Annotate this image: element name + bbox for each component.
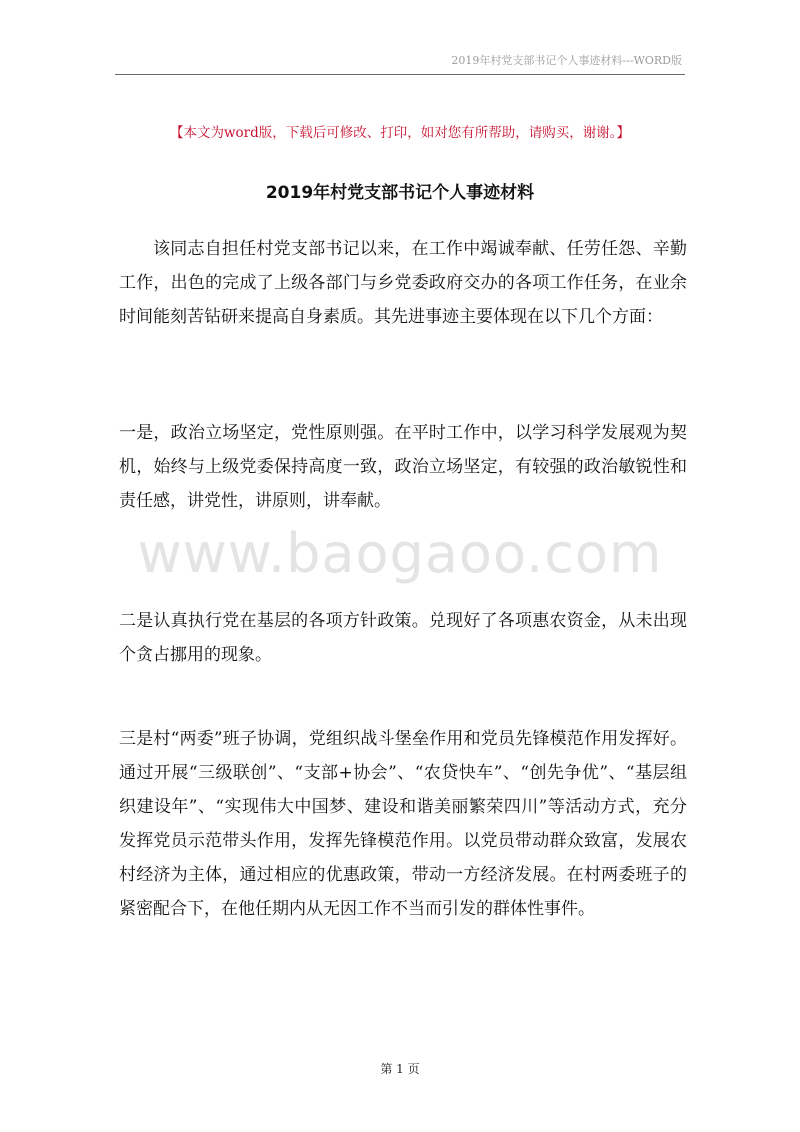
download-notice: 【本文为word版，下载后可修改、打印，如对您有所帮助，请购买，谢谢。】 (169, 125, 631, 141)
page-number: 第 1 页 (380, 1062, 420, 1076)
header-divider (115, 74, 685, 75)
paragraph-point-1: 一是，政治立场坚定，党性原则强。在平时工作中，以学习科学发展观为契机，始终与上级党委保持高度一致，政治立场坚定，有较强的政治敏锐性和责任感，讲党性，讲原则，讲奉献。 (119, 423, 687, 511)
running-header: 2019年村党支部书记个人事迹材料---WORD版 (451, 54, 682, 67)
document-title: 2019年村党支部书记个人事迹材料 (265, 183, 535, 203)
paragraph-intro: 该同志自担任村党支部书记以来，在工作中竭诚奉献、任劳任怨、辛勤工作，出色的完成了上级各部门与乡党委政府交办的各项工作任务，在业余时间能刻苦钻研来提高自身素质。其先进事迹主要体现在以下几个方面： (119, 239, 687, 327)
paragraph-point-3: 三是村“两委”班子协调，党组织战斗堡垒作用和党员先锋模范作用发挥好。通过开展“三级联创”、“支部+协会”、“农贷快车”、“创先争优”、“基层组织建设年”、“实现伟大中国梦、建设和谐美丽繁荣四川”等活动方式，充分发挥党员示范带头作用，发挥先锋模范作用。以党员带动群众致富，发展农村经济为主体，通过相应的优惠政策，带动一方经济发展。在村两委班子的紧密配合下，在他任期内从无因工作不当而引发的群体性事件。 (119, 729, 687, 919)
watermark: www.baogaoo.com (137, 522, 663, 585)
paragraph-point-2: 二是认真执行党在基层的各项方针政策。兑现好了各项惠农资金，从未出现个贪占挪用的现象。 (119, 611, 687, 665)
